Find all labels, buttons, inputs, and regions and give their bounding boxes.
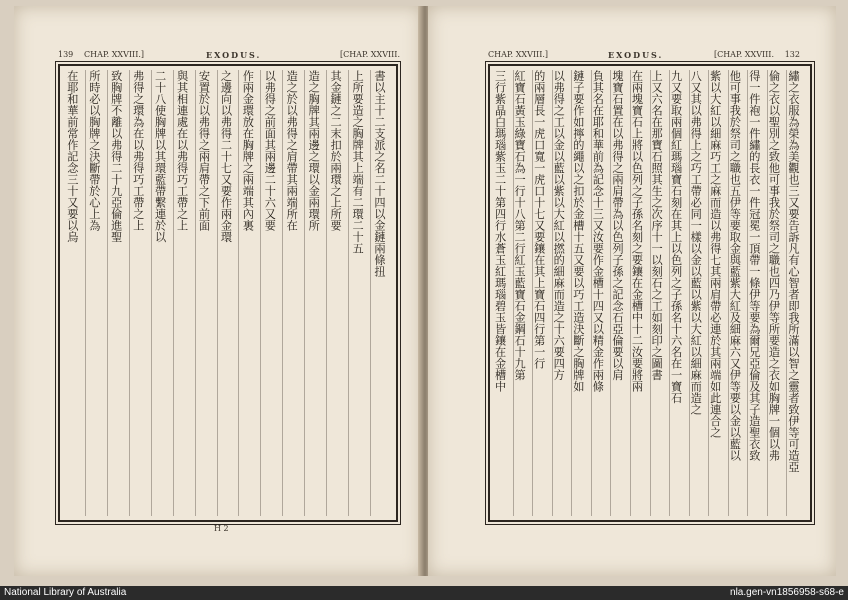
text-column: 九又要取兩個紅瑪瑙寶石刻在其上以色列之子孫名十六名在一寶石 xyxy=(669,70,689,516)
text-column: 三行紫晶白瑪瑙紫玉二十第四行水蒼玉紅瑪瑙碧玉皆鑲在金槽中 xyxy=(494,70,507,392)
text-column: 所時必以胸牌之決斷帶於心上為 xyxy=(85,70,107,516)
right-running-header xyxy=(488,50,800,64)
text-column: 上所要造之胸牌其上端有二環二十五 xyxy=(348,70,370,516)
right-page xyxy=(428,6,836,576)
text-column: 安置於以弗得之兩肩帶之下前面 xyxy=(195,70,217,516)
text-column: 致胸牌不離以弗得二十九亞倫進聖 xyxy=(107,70,129,516)
text-column: 造之於以弗得之肩帶其兩端所在 xyxy=(282,70,304,516)
text-column: 得一件袍一件繡的長衣一件冠冕一頂帶一條伊等要為爾兄亞倫及其子造聖衣致 xyxy=(747,70,767,516)
left-book-title: EXODUS. xyxy=(206,50,262,60)
text-column: 鏈子要作如擰的繩以之扣於金槽十五又要以巧工造決斷之胸牌如 xyxy=(571,70,591,516)
scan-identifier: nla.gen-vn1856958-s68-e xyxy=(730,587,844,598)
text-column: 之邊向以弗得二十七又要作兩金環 xyxy=(217,70,239,516)
right-book-title: EXODUS. xyxy=(608,50,664,60)
library-credit: National Library of Australia xyxy=(4,587,127,598)
text-column: 負其名在耶和華前為記念十三又汝要作金槽十四又以精金作兩條 xyxy=(591,70,611,516)
right-chapter-left: CHAP. XXVIII.] xyxy=(488,50,549,59)
text-column: 二十八使胸牌以其環藍帶繫連於以 xyxy=(151,70,173,516)
text-column: 倫之衣以聖別之致他可事我於祭司之職也四乃伊等所要造之衣如胸牌一個以弗 xyxy=(767,70,787,516)
text-column: 在兩塊寶石上將以色列之子孫名刻之要鑲在金槽中十二汝要將兩 xyxy=(630,70,650,516)
text-column: 弗得之環為在以弗得巧工帶之上 xyxy=(129,70,151,516)
text-column: 造之胸牌其兩邊之環以金兩環所 xyxy=(304,70,326,516)
text-column: 八又其以弗得上之巧工帶必同一樣以金以藍以紫以大紅以細麻而造之 xyxy=(689,70,709,516)
right-text-frame xyxy=(488,64,812,522)
text-column: 塊寶石置在以弗得之兩肩帶為以色列子孫之記念石亞倫要以肩 xyxy=(610,70,630,516)
text-column: 在耶和華前常作記念三十又要以烏 xyxy=(65,70,79,243)
left-page-number: 139 xyxy=(58,50,74,59)
left-text-columns xyxy=(64,70,392,516)
left-chapter-left: CHAP. XXVIII.] xyxy=(84,50,145,59)
left-chapter-right: [CHAP. XXVIII. xyxy=(339,50,400,59)
text-column: 紫以大紅以細麻巧工之麻而造以弗得七其兩肩帶必連於其兩端如此連合之 xyxy=(708,70,728,516)
text-column: 以弗得之工以金以藍以紫以大紅以撚的細麻而造之十六要四方 xyxy=(552,70,572,516)
text-column: 繡之衣服為榮為美觀也三又要告訴凡有心智者即我所滿以智之靈者致伊等可造亞 xyxy=(786,70,806,516)
left-page xyxy=(14,6,422,576)
text-column: 與其相連處在以弗得巧工帶之上 xyxy=(173,70,195,516)
text-column: 紅寶石黃玉綠寶石為一行十八第二行紅玉藍寶石金鋼石十九第 xyxy=(513,70,533,516)
text-column: 的兩層長一虎口寬一虎口十七又要鑲在其上寶石四行第一行 xyxy=(532,70,552,516)
text-column: 作兩金環放在胸牌之兩端其內裏 xyxy=(238,70,260,516)
left-text-frame xyxy=(58,64,398,522)
text-column: 他可事我於祭司之職也五伊等要取金與藍紫大紅及細麻六又伊等要以金以藍以 xyxy=(728,70,748,516)
text-column: 書以主十二支派之名二十四以金鏈兩條扭 xyxy=(370,70,392,516)
right-text-columns xyxy=(494,70,806,516)
text-column: 上又六名在那寶石照其生之次序十一以刻石之工如刻印之圖書 xyxy=(650,70,670,516)
footer-bar xyxy=(0,586,848,600)
text-column: 其金鏈之二末扣於兩環之上所要 xyxy=(326,70,348,516)
printer-signature-mark: H 2 xyxy=(214,524,229,533)
text-column: 以弗得之前面其兩邊二十六又要 xyxy=(260,70,282,516)
right-page-number: 132 xyxy=(784,50,800,59)
left-running-header xyxy=(58,50,400,64)
right-chapter-right: [CHAP. XXVIII. xyxy=(713,50,774,59)
